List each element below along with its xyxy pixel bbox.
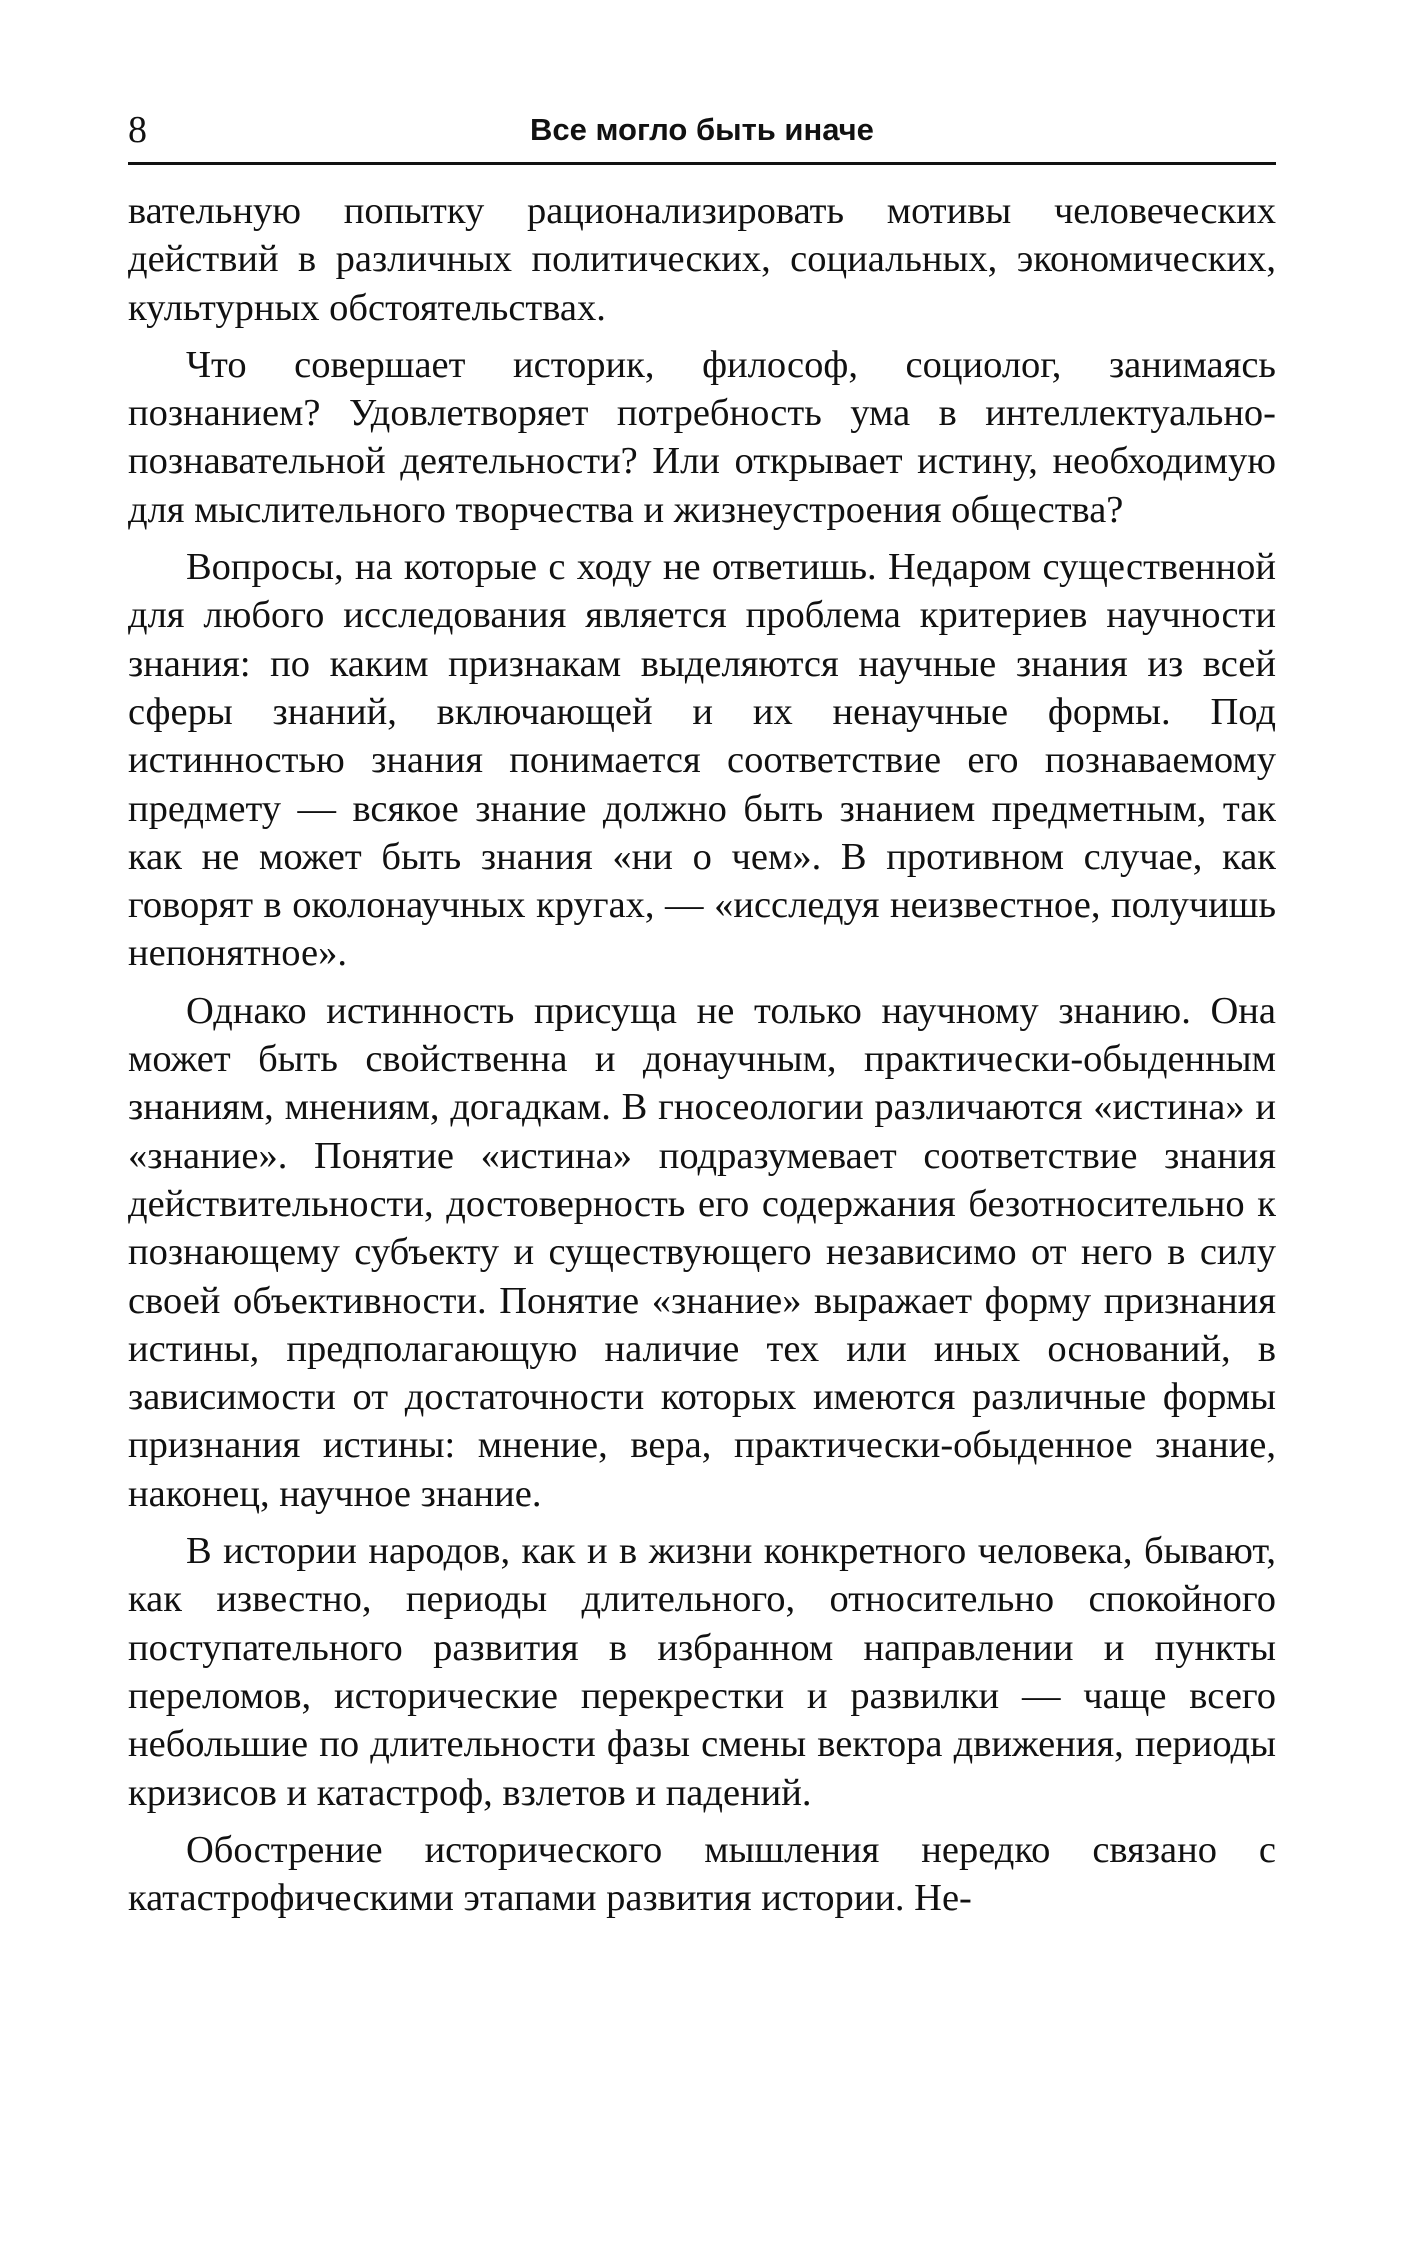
paragraph-continued: вательную попытку рационализировать мотивы человеческих действий в различных политических, социальных, экономических, культурных обстоятельствах. [128,190,1276,329]
paragraph: В истории народов, как и в жизни конкретного человека, бывают, как известно, периоды длительного, относительно спокойного поступательного развития в избранном направлении и пункты переломов, исторические перекрестки и развилки — чаще всего небольшие по длительности фазы смены вектора движения, периоды кризисов и катастроф, взлетов и падений. [128,1530,1276,1814]
paragraph: Однако истинность присуща не только научному знанию. Она может быть свойственна и донаучным, практически-обыденным знаниям, мнениям, догадкам. В гносеологии различаются «истина» и «знание». Понятие «истина» подразумевает соответствие знания действительности, достоверность его содержания безотносительно к познающему субъекту и существующего независимо от него в силу своей объективности. Понятие «знание» выражает форму признания истины, предполагающую наличие тех или иных оснований, в зависимости от достаточности которых имеются различные формы признания истины: мнение, вера, практически-обыденное знание, наконец, научное знание. [128,989,1276,1515]
body-text [128,187,1276,1922]
paragraph: Обострение исторического мышления нередко связано с катастрофическими этапами развития истории. Не- [128,1828,1276,1920]
running-title: Все могло быть иначе [530,112,874,147]
book-page [128,100,1276,1931]
paragraph: Вопросы, на которые с ходу не ответишь. Недаром существенной для любого исследования является проблема критериев научности знания: по каким признакам выделяются научные знания из всей сферы знаний, включающей и их ненаучные формы. Под истинностью знания понимается соответствие его познаваемому предмету — всякое знание должно быть знанием предметным, так как не может быть знания «ни о чем». В противном случае, как говорят в околонаучных кругах, — «исследуя неизвестное, получишь непонятное». [128,546,1276,975]
paragraph: Что совершает историк, философ, социолог, занимаясь познанием? Удовлетворяет потребность ума в интеллектуально-познавательной деятельности? Или открывает истину, необходимую для мыслительного творчества и жизнеустроения общества? [128,343,1276,531]
page-number: 8 [128,109,147,151]
running-header [128,100,1276,165]
